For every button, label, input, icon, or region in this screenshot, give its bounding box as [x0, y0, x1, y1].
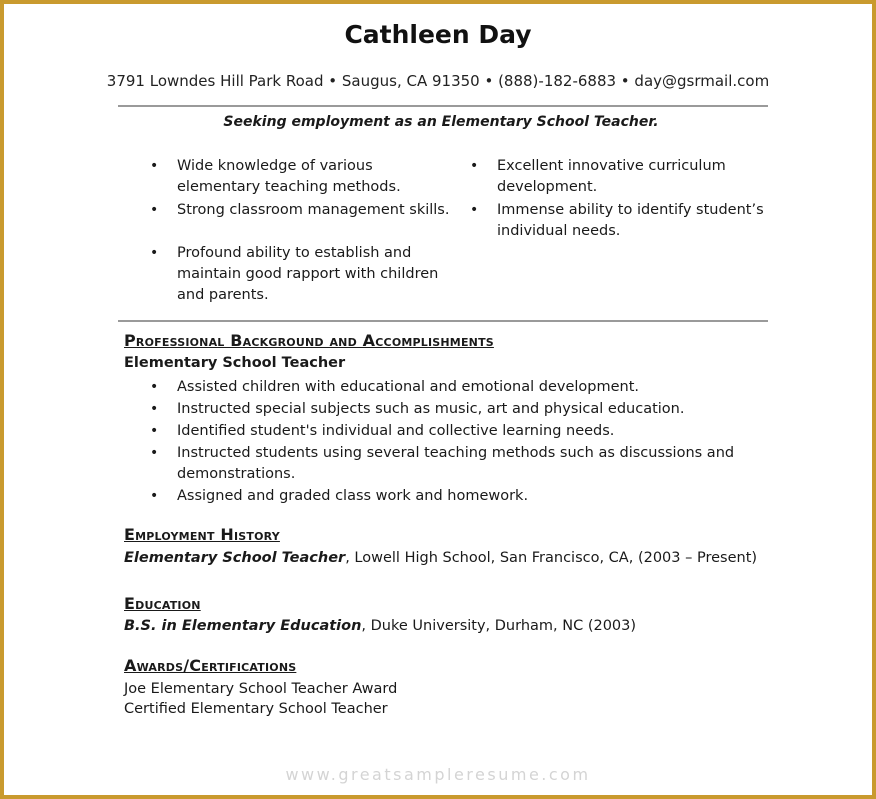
- skills-right-list: [470, 156, 770, 242]
- skill-item: • Profound ability to establish and maintain good rapport with children and parents.: [150, 243, 450, 306]
- employment-entry: [124, 550, 757, 566]
- employment-title: Elementary School Teacher: [124, 550, 346, 566]
- education-detail: , Duke University, Durham, NC (2003): [361, 618, 637, 634]
- accomplishment-item: • Instructed special subjects such as music, art and physical education.: [150, 399, 750, 420]
- candidate-name: Cathleen Day: [344, 20, 532, 49]
- employment-detail: , Lowell High School, San Francisco, CA, (2003 – Present): [345, 550, 758, 566]
- skill-item: • Strong classroom management skills.: [150, 200, 450, 221]
- accomplishment-item: • Assigned and graded class work and homework.: [150, 486, 750, 507]
- watermark-text: www.greatsampleresume.com: [285, 765, 591, 784]
- awards-heading: Awards/Certifications: [124, 656, 297, 675]
- professional-job-title: Elementary School Teacher: [124, 355, 346, 371]
- accomplishment-item: • Instructed students using several teaching methods such as discussions and demonstrations.: [150, 443, 750, 485]
- education-heading: Education: [124, 594, 201, 613]
- objective-statement: Seeking employment as an Elementary School Teacher.: [223, 114, 659, 130]
- accomplishment-item: • Identified student's individual and collective learning needs.: [150, 421, 750, 442]
- accomplishment-item: • Assisted children with educational and emotional development.: [150, 377, 750, 398]
- professional-bullets: [150, 377, 750, 507]
- skill-item: • Wide knowledge of various elementary teaching methods.: [150, 156, 450, 198]
- skill-item: • Immense ability to identify student’s individual needs.: [470, 200, 770, 242]
- professional-heading: Professional Background and Accomplishments: [124, 331, 494, 350]
- section-divider: [118, 320, 768, 322]
- skill-item: • Excellent innovative curriculum development.: [470, 156, 770, 198]
- skills-left-list: [150, 156, 450, 306]
- education-degree: B.S. in Elementary Education: [124, 618, 362, 634]
- award-item: Joe Elementary School Teacher Award: [124, 681, 398, 697]
- header-divider: [118, 105, 768, 107]
- contact-line: 3791 Lowndes Hill Park Road • Saugus, CA 91350 • (888)-182-6883 • day@gsrmail.com: [106, 72, 770, 90]
- employment-heading: Employment History: [124, 525, 280, 544]
- award-item: Certified Elementary School Teacher: [124, 701, 388, 717]
- education-entry: [124, 618, 636, 634]
